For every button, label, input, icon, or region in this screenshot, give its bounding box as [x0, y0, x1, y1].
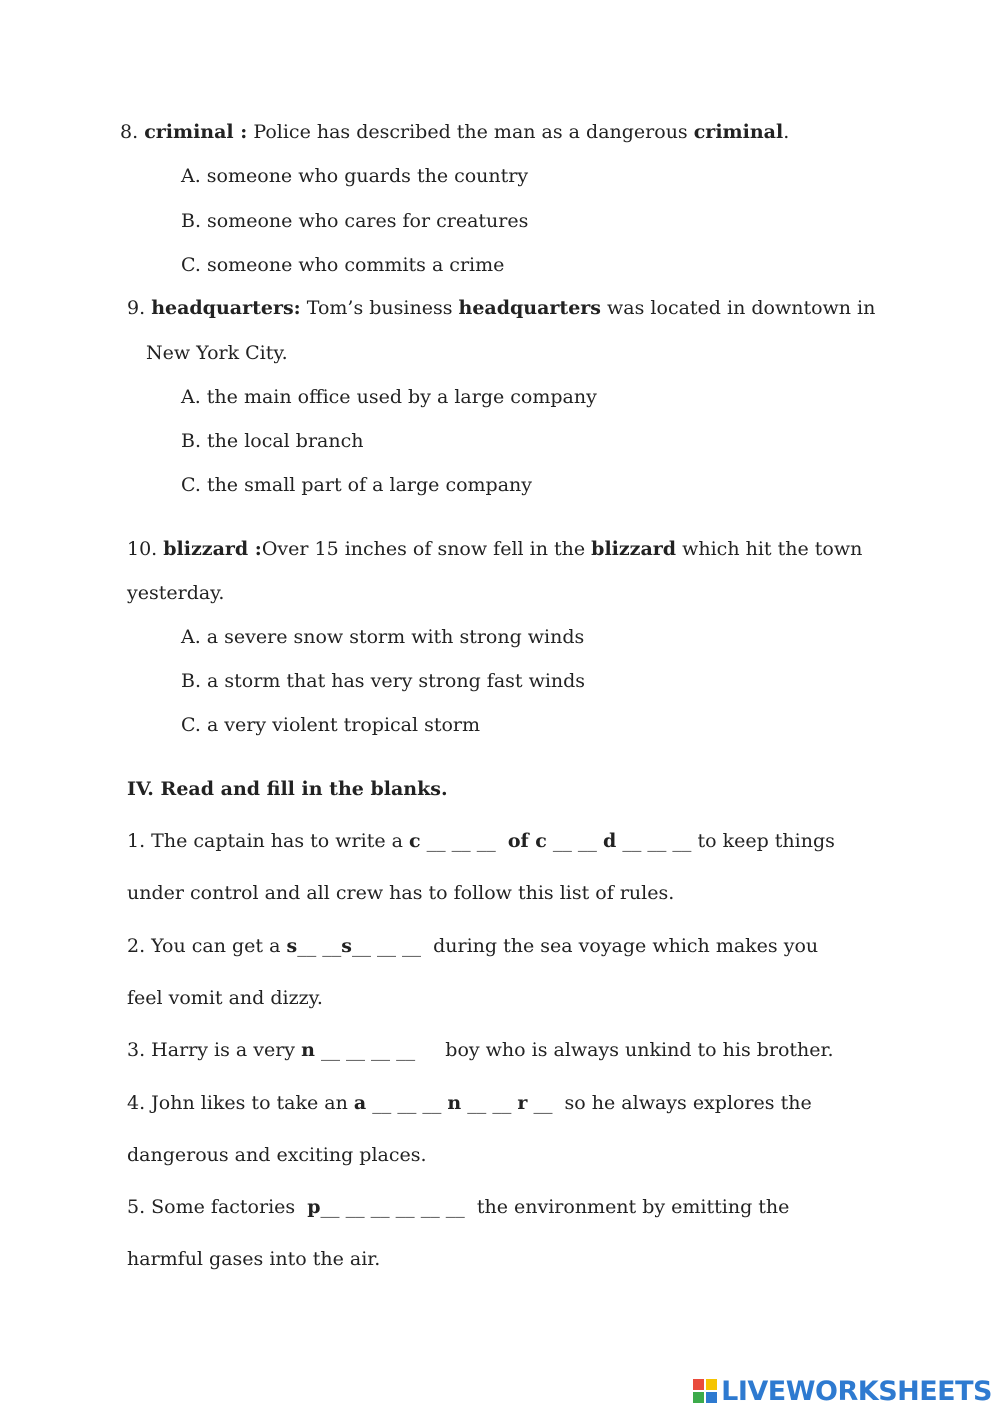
fill-item-4 — [127, 1090, 812, 1116]
sentence-text: Police has described the man as a dangerous — [253, 121, 688, 143]
hint-letter: p — [307, 1196, 321, 1218]
option-text: B. a storm that has very strong fast winds — [181, 670, 586, 692]
blank-field[interactable]: __ __ __ — [351, 935, 422, 957]
blank-field[interactable]: __ — [533, 1092, 553, 1114]
fill-item-2 — [127, 933, 818, 959]
item-text: boy who is always unkind to his brother. — [445, 1039, 834, 1061]
logo-tile — [706, 1392, 717, 1403]
logo-tile — [693, 1379, 704, 1390]
logo-tiles-icon — [693, 1379, 717, 1403]
question-number: 9. — [127, 297, 146, 319]
q10-prompt — [127, 536, 862, 562]
q10-option-b[interactable] — [181, 668, 585, 694]
blank-field[interactable]: __ __ __ — [372, 1092, 442, 1114]
sentence-keyword: blizzard — [591, 538, 677, 560]
q10-option-c[interactable] — [181, 712, 480, 738]
blank-field[interactable]: __ __ __ — [622, 830, 692, 852]
q10-option-a[interactable] — [181, 624, 584, 650]
item-text: 1. The captain has to write a — [127, 830, 403, 852]
q9-option-c[interactable] — [181, 472, 532, 498]
q9-option-b[interactable] — [181, 428, 364, 454]
item-text: during the sea voyage which makes you — [433, 935, 819, 957]
sentence-text: Tom’s business — [306, 297, 453, 319]
brand-name: LIVEWORKSHEETS — [721, 1375, 992, 1407]
sentence-text: . — [783, 121, 790, 143]
sentence-keyword: headquarters — [458, 297, 601, 319]
q10-prompt-line2: yesterday. — [127, 582, 225, 604]
vocab-term: blizzard : — [163, 538, 262, 560]
section-heading: IV. Read and fill in the blanks. — [127, 778, 448, 800]
q8-prompt — [120, 119, 789, 145]
liveworksheets-logo[interactable] — [693, 1374, 992, 1408]
sentence-text: which hit the town — [682, 538, 863, 560]
fill-item-1-line2: under control and all crew has to follow this list of rules. — [127, 882, 675, 904]
item-text: to keep things — [697, 830, 835, 852]
q9-prompt-line2: New York City. — [146, 342, 288, 364]
sentence-keyword: criminal — [693, 121, 784, 143]
blank-field[interactable]: __ __ — [552, 830, 597, 852]
hint-letter: a — [353, 1092, 367, 1114]
logo-tile — [693, 1392, 704, 1403]
option-text: C. a very violent tropical storm — [181, 714, 481, 736]
logo-tile — [706, 1379, 717, 1390]
q9-option-a[interactable] — [181, 384, 597, 410]
fill-item-4-line2: dangerous and exciting places. — [127, 1144, 427, 1166]
hint-letter: d — [602, 830, 617, 852]
option-text: B. the local branch — [181, 430, 364, 452]
sentence-text: was located in downtown in — [607, 297, 876, 319]
question-number: 10. — [127, 538, 158, 560]
hint-letter: of c — [507, 830, 547, 852]
option-text: C. someone who commits a crime — [181, 254, 505, 276]
hint-letter: n — [447, 1092, 462, 1114]
fill-item-1 — [127, 828, 835, 854]
fill-item-5 — [127, 1194, 789, 1220]
sentence-text: Over 15 inches of snow fell in the — [261, 538, 586, 560]
vocab-term: criminal : — [144, 121, 248, 143]
q8-option-c[interactable] — [181, 252, 504, 278]
item-text: 4. John likes to take an — [127, 1092, 348, 1114]
blank-field[interactable]: __ __ __ __ — [320, 1039, 416, 1061]
item-text: the environment by emitting the — [476, 1196, 790, 1218]
option-text: A. a severe snow storm with strong winds — [181, 626, 585, 648]
q9-prompt — [127, 295, 875, 321]
option-text: A. someone who guards the country — [181, 165, 529, 187]
option-text: B. someone who cares for creatures — [181, 210, 529, 232]
blank-field[interactable]: __ __ — [467, 1092, 512, 1114]
item-text: 5. Some factories — [127, 1196, 296, 1218]
item-text: 3. Harry is a very — [127, 1039, 296, 1061]
blank-field[interactable]: __ __ __ — [426, 830, 496, 852]
fill-item-3 — [127, 1037, 834, 1063]
q8-option-a[interactable] — [181, 163, 528, 189]
item-text: 2. You can get a — [127, 935, 281, 957]
hint-letter: c — [409, 830, 421, 852]
option-text: C. the small part of a large company — [181, 474, 532, 496]
fill-item-5-line2: harmful gases into the air. — [127, 1248, 381, 1270]
option-text: A. the main office used by a large company — [181, 386, 597, 408]
vocab-term: headquarters: — [151, 297, 301, 319]
q8-option-b[interactable] — [181, 208, 528, 234]
item-text: so he always explores the — [564, 1092, 812, 1114]
hint-letter: r — [517, 1092, 528, 1114]
fill-item-2-line2: feel vomit and dizzy. — [127, 987, 323, 1009]
hint-letter: n — [301, 1039, 315, 1061]
blank-field[interactable]: __ __ — [297, 935, 342, 957]
hint-letter: s — [286, 935, 298, 957]
blank-field[interactable]: __ __ __ __ __ __ — [320, 1196, 465, 1218]
question-number: 8. — [120, 121, 139, 143]
hint-letter: s — [341, 935, 352, 957]
